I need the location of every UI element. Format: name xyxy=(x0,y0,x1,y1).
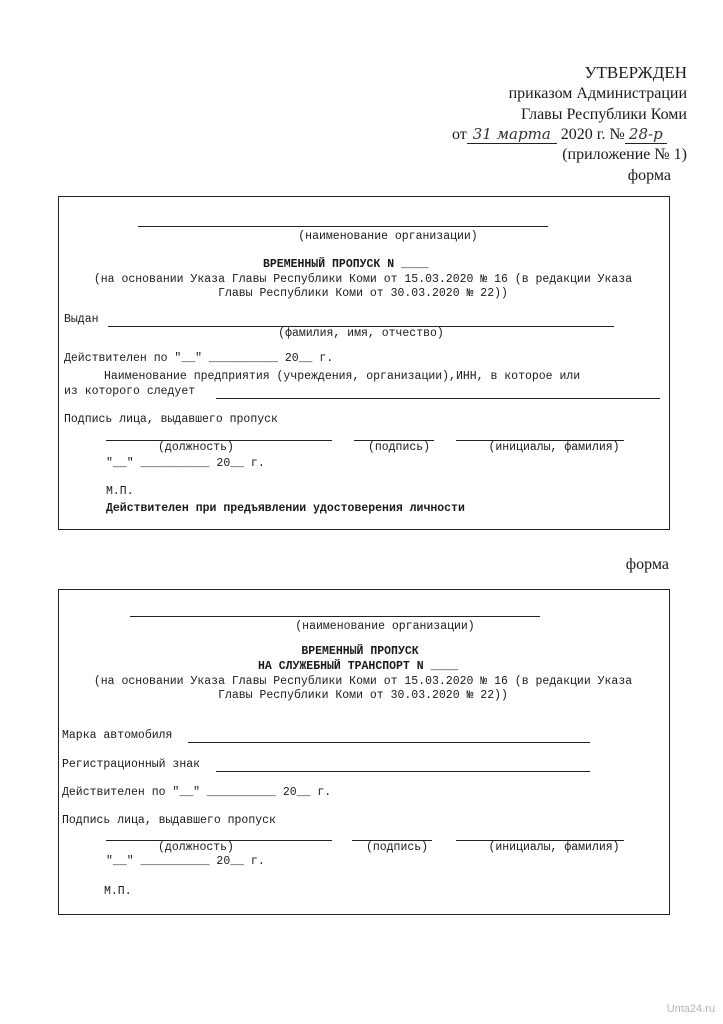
handwritten-order-number: 28-р xyxy=(625,125,667,144)
form-label-2: форма xyxy=(625,556,669,573)
car-brand-field[interactable] xyxy=(188,742,590,743)
valid-until-field-2[interactable]: Действителен по "__" __________ 20__ г. xyxy=(62,786,332,799)
fio-caption: (фамилия, имя, отчество) xyxy=(278,327,444,340)
pass-title: ВРЕМЕННЫЙ ПРОПУСК N ____ xyxy=(263,258,429,271)
site-watermark: Unta24.ru xyxy=(666,1003,715,1015)
position-caption-2: (должность) xyxy=(158,841,234,854)
org-name-line xyxy=(138,226,548,227)
car-brand-label: Марка автомобиля xyxy=(62,729,173,742)
basis-text-1: (на основании Указа Главы Республики Коми от 15.03.2020 № 16 (в редакции Указа xyxy=(93,273,633,286)
date-prefix: от xyxy=(452,126,467,143)
valid-note: Действителен при предъявлении удостоверения личности xyxy=(106,502,465,515)
approved-title: УТВЕРЖДЕН xyxy=(584,63,687,82)
handwritten-date: 31 марта xyxy=(467,125,557,144)
enterprise-label-2: из которого следует xyxy=(64,385,196,398)
org-name-line-2 xyxy=(130,616,540,617)
org-name-caption: (наименование организации) xyxy=(298,230,478,243)
position-caption: (должность) xyxy=(158,441,234,454)
form-label-1: форма xyxy=(627,167,671,184)
org-name-caption-2: (наименование организации) xyxy=(295,620,475,633)
approval-line-1: приказом Администрации xyxy=(508,85,687,102)
stamp-label-2: М.П. xyxy=(104,885,132,898)
sign-caption: (подпись) xyxy=(367,441,431,454)
transport-pass-title-1: ВРЕМЕННЫЙ ПРОПУСК xyxy=(301,645,419,658)
signature-label: Подпись лица, выдавшего пропуск xyxy=(64,413,278,426)
appendix-label: (приложение № 1) xyxy=(562,146,687,163)
order-year: 2020 г. № xyxy=(560,126,625,143)
enterprise-field[interactable] xyxy=(216,398,660,399)
basis-text-4: Главы Республики Коми от 30.03.2020 № 22)) xyxy=(218,689,508,702)
signature-label-2: Подпись лица, выдавшего пропуск xyxy=(62,814,276,827)
reg-sign-label: Регистрационный знак xyxy=(62,758,201,771)
initials-caption-2: (инициалы, фамилия) xyxy=(488,841,620,854)
approval-block xyxy=(427,62,687,125)
enterprise-label-1: Наименование предприятия (учреждения, организации),ИНН, в которое или xyxy=(104,370,581,383)
sign-caption-2: (подпись) xyxy=(365,841,429,854)
issue-date-field[interactable]: "__" __________ 20__ г. xyxy=(106,457,265,470)
valid-until-field[interactable]: Действителен по "__" __________ 20__ г. xyxy=(64,352,334,365)
reg-sign-field[interactable] xyxy=(216,771,590,772)
initials-caption: (инициалы, фамилия) xyxy=(488,441,620,454)
stamp-label: М.П. xyxy=(106,485,134,498)
approval-line-2: Главы Республики Коми xyxy=(521,106,687,123)
basis-text-3: (на основании Указа Главы Республики Коми от 15.03.2020 № 16 (в редакции Указа xyxy=(93,675,633,688)
issued-label: Выдан xyxy=(64,313,99,326)
approval-date-line xyxy=(452,125,692,144)
issue-date-field-2[interactable]: "__" __________ 20__ г. xyxy=(106,855,265,868)
transport-pass-title-2: НА СЛУЖЕБНЫЙ ТРАНСПОРТ N ____ xyxy=(258,660,459,673)
basis-text-2: Главы Республики Коми от 30.03.2020 № 22)) xyxy=(218,287,508,300)
